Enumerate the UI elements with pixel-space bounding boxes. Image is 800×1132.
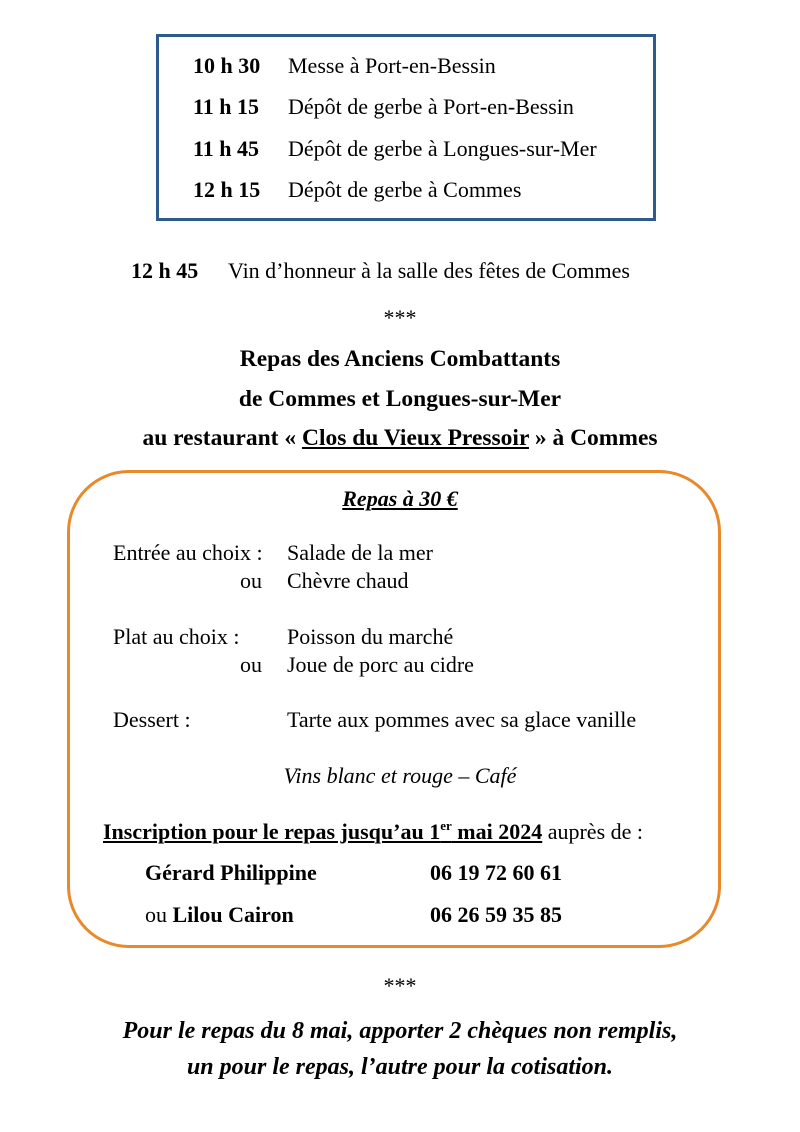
contact-2-phone: 06 26 59 35 85 [430,902,562,927]
starter-option-2: Chèvre chaud [287,568,409,593]
meal-title-suffix: » à Commes [528,425,658,451]
schedule-row [193,53,496,79]
restaurant-name: Clos du Vieux Pressoir [301,425,529,451]
schedule-time: 12 h 15 [193,177,261,202]
separator-bottom: *** [383,973,417,998]
dessert-label: Dessert : [113,707,191,732]
separator: *** [383,305,417,330]
contact-1-name: Gérard Philippine [145,860,317,885]
menu-price-title: Repas à 30 € [342,486,458,511]
dessert-option: Tarte aux pommes avec sa glace vanille [287,707,637,732]
registration-line [103,819,643,845]
registration-deadline: Inscription pour le repas jusqu’au 1er mai 2024 [103,818,543,844]
schedule-event: Dépôt de gerbe à Port-en-Bessin [288,94,574,119]
contact-2-prefix: ou [145,902,173,927]
starter-or-label: ou [240,568,262,593]
main-option-2: Joue de porc au cidre [287,652,474,677]
schedule-box [156,34,656,221]
drinks-line: Vins blanc et rouge – Café [283,763,517,788]
contact-2-name [145,902,294,928]
schedule-row [193,94,574,120]
main-option-1: Poisson du marché [287,624,454,649]
reception-event: Vin d’honneur à la salle des fêtes de Commes [228,258,630,283]
contact-2-person: Lilou Cairon [172,902,294,927]
closing-line-2: un pour le repas, l’autre pour la cotisation. [186,1054,614,1080]
schedule-time: 11 h 45 [193,136,260,161]
contact-1-phone: 06 19 72 60 61 [430,860,562,885]
registration-suffix: auprès de : [542,819,644,844]
schedule-row [193,177,521,203]
main-label: Plat au choix : [113,624,240,649]
schedule-time: 11 h 15 [193,94,260,119]
schedule-time: 10 h 30 [193,53,261,78]
meal-title-line-2: de Commes et Longues-sur-Mer [238,386,562,412]
reception-time: 12 h 45 [131,258,199,283]
main-or-label: ou [240,652,262,677]
starter-label: Entrée au choix : [113,540,263,565]
meal-title-line-1: Repas des Anciens Combattants [239,346,561,372]
starter-option-1: Salade de la mer [287,540,433,565]
schedule-event: Messe à Port-en-Bessin [288,53,496,78]
closing-line-1: Pour le repas du 8 mai, apporter 2 chèques non remplis, [122,1018,678,1044]
schedule-event: Dépôt de gerbe à Commes [288,177,522,202]
meal-title-prefix: au restaurant « [142,425,302,451]
meal-title-line-3 [0,425,800,451]
schedule-row [193,136,597,162]
reception-line [131,258,630,284]
schedule-event: Dépôt de gerbe à Longues-sur-Mer [288,136,597,161]
